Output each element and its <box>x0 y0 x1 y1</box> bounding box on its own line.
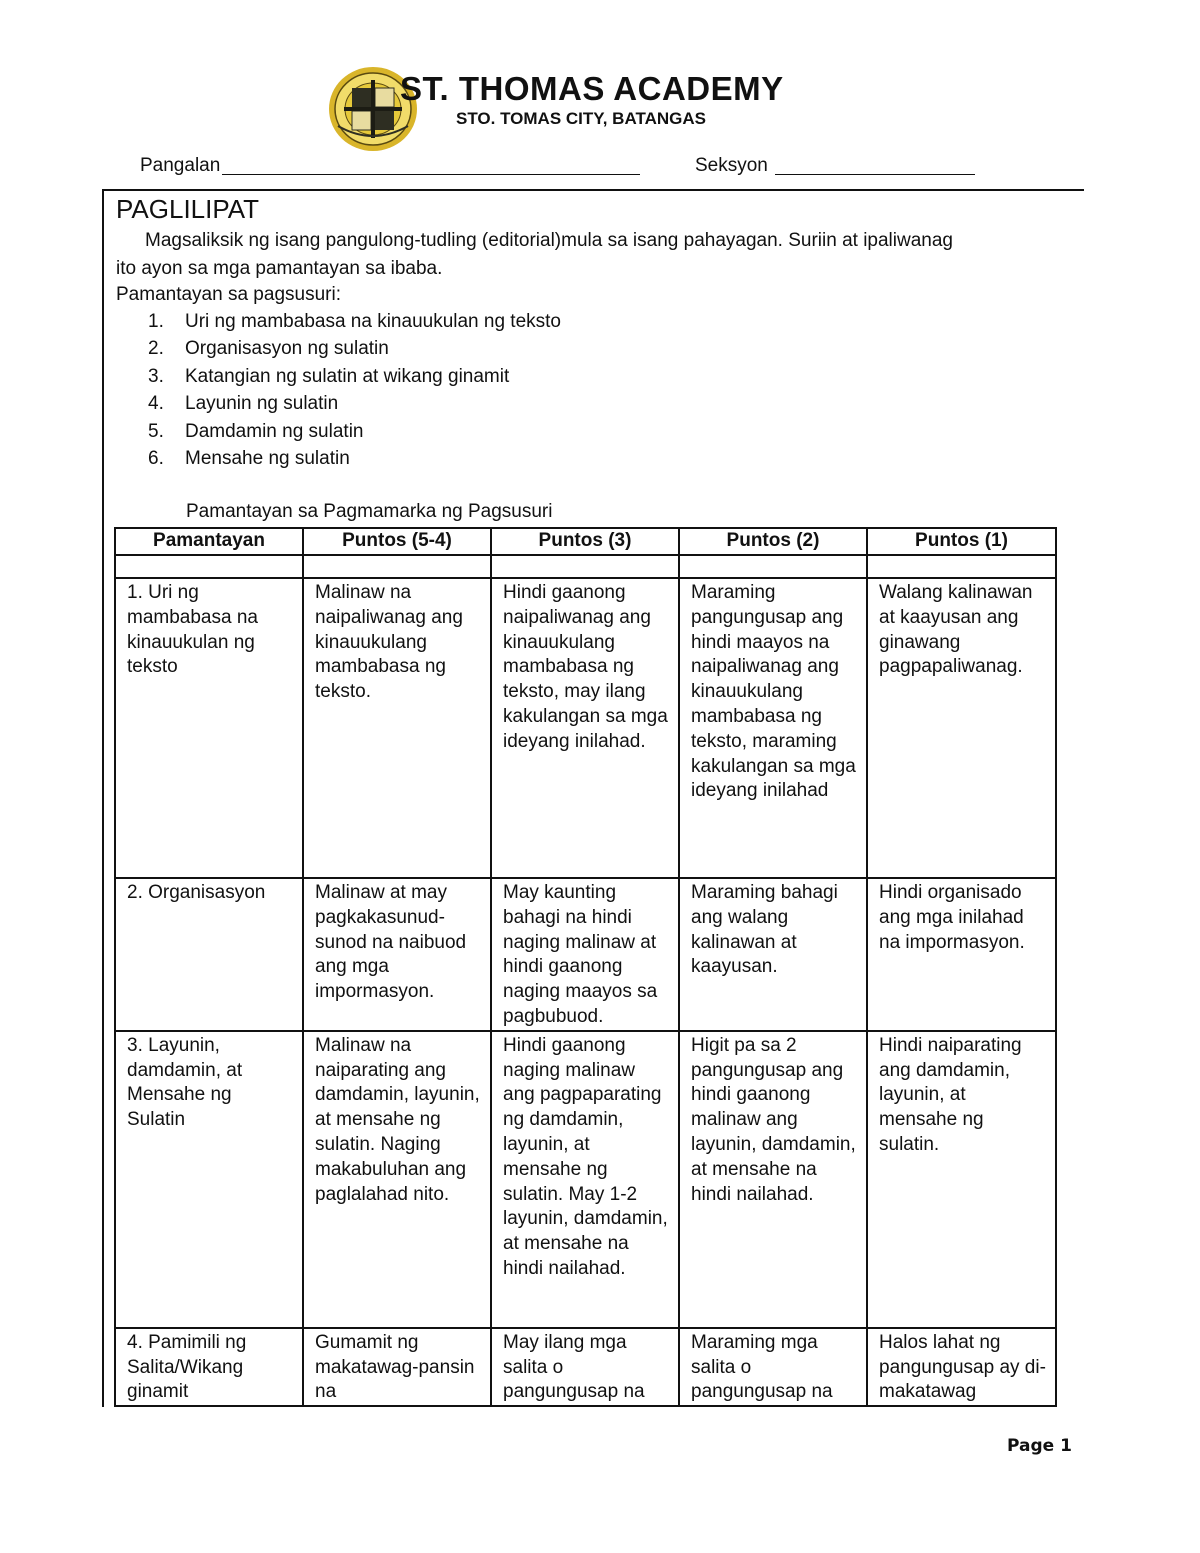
table-cell: May kaunting bahagi na hindi naging malinaw at hindi gaanong naging maayos sa pagbubuod. <box>491 878 679 1031</box>
table-cell: Malinaw at may pagkakasunud-sunod na naibuod ang mga impormasyon. <box>303 878 491 1031</box>
table-cell: Hindi gaanong naipaliwanag ang kinauukulang mambabasa ng teksto, may ilang kakulangan sa mga ideyang inilahad. <box>491 578 679 878</box>
list-item: 3. Katangian ng sulatin at wikang ginamit <box>148 365 510 387</box>
list-item: 5. Damdamin ng sulatin <box>148 420 364 442</box>
page-number: Page 1 <box>1007 1436 1072 1456</box>
table-cell: Malinaw na naiparating ang damdamin, layunin, at mensahe ng sulatin. Naging makabuluhan ang paglalahad nito. <box>303 1031 491 1328</box>
table-row <box>115 1031 1056 1328</box>
table-cell: Maraming bahagi ang walang kalinawan at kaayusan. <box>679 878 867 1031</box>
empty-cell <box>115 555 303 578</box>
table-cell: Maraming mga salita o pangungusap na <box>679 1328 867 1406</box>
criteria-list <box>148 310 561 474</box>
name-field[interactable] <box>140 154 640 177</box>
list-item: 6. Mensahe ng sulatin <box>148 447 350 469</box>
table-cell: Walang kalinawan at kaayusan ang ginawang pagpapaliwanag. <box>867 578 1056 878</box>
table-cell: Hindi gaanong naging malinaw ang pagpaparating ng damdamin, layunin, at mensahe ng sulatin. May 1-2 layunin, damdamin, at mensahe na hindi nailahad. <box>491 1031 679 1328</box>
frame-left-border <box>102 189 104 1407</box>
name-label: Pangalan <box>140 155 221 176</box>
empty-row <box>115 555 1056 578</box>
school-name: ST. THOMAS ACADEMY <box>400 70 784 107</box>
table-cell: Gumamit ng makatawag-pansin na <box>303 1328 491 1406</box>
table-cell: 3. Layunin, damdamin, at Mensahe ng Sulatin <box>115 1031 303 1328</box>
empty-cell <box>679 555 867 578</box>
column-header: Puntos (5-4) <box>303 528 491 555</box>
list-item: 1. Uri ng mambabasa na kinauukulan ng teksto <box>148 311 562 332</box>
table-cell: 4. Pamimili ng Salita/Wikang ginamit <box>115 1328 303 1406</box>
list-item: 2. Organisasyon ng sulatin <box>148 338 389 360</box>
rubric-label: Pamantayan sa Pagmamarka ng Pagsusuri <box>186 501 553 522</box>
criteria-label: Pamantayan sa pagsusuri: <box>116 284 341 305</box>
section-label: Seksyon <box>695 155 768 176</box>
empty-cell <box>491 555 679 578</box>
table-cell: 1. Uri ng mambabasa na kinauukulan ng teksto <box>115 578 303 878</box>
table-cell: Higit pa sa 2 pangungusap ang hindi gaanong malinaw ang layunin, damdamin, at mensahe na hindi nailahad. <box>679 1031 867 1328</box>
table-header-row <box>115 528 1056 555</box>
empty-cell <box>867 555 1056 578</box>
column-header: Puntos (1) <box>867 528 1056 555</box>
table-cell: Hindi naiparating ang damdamin, layunin, at mensahe ng sulatin. <box>867 1031 1056 1328</box>
rubric-table <box>114 527 1057 1407</box>
column-header: Puntos (3) <box>491 528 679 555</box>
name-blank[interactable] <box>222 154 640 175</box>
table-cell: 2. Organisasyon <box>115 878 303 1031</box>
section-blank[interactable] <box>775 154 975 175</box>
column-header: Puntos (2) <box>679 528 867 555</box>
section-field[interactable] <box>695 154 975 177</box>
activity-title: PAGLILIPAT <box>116 194 260 224</box>
list-item: 4. Layunin ng sulatin <box>148 393 339 415</box>
column-header: Pamantayan <box>115 528 303 555</box>
table-cell: May ilang mga salita o pangungusap na <box>491 1328 679 1406</box>
school-city: STO. TOMAS CITY, BATANGAS <box>456 109 706 128</box>
table-row <box>115 578 1056 878</box>
table-row <box>115 1328 1056 1406</box>
table-cell: Hindi organisado ang mga inilahad na impormasyon. <box>867 878 1056 1031</box>
instruction-line-2: ito ayon sa mga pamantayan sa ibaba. <box>116 258 443 279</box>
table-cell: Maraming pangungusap ang hindi maayos na naipaliwanag ang kinauukulang mambabasa ng teksto, maraming kakulangan sa mga ideyang inilahad <box>679 578 867 878</box>
table-row <box>115 878 1056 1031</box>
empty-cell <box>303 555 491 578</box>
frame-top-border <box>102 189 1084 191</box>
instruction-line-1: Magsaliksik ng isang pangulong-tudling (editorial)mula sa isang pahayagan. Suriin at ipaliwanag <box>145 230 953 251</box>
table-cell: Malinaw na naipaliwanag ang kinauukulang mambabasa ng teksto. <box>303 578 491 878</box>
table-cell: Halos lahat ng pangungusap ay di-makatawag <box>867 1328 1056 1406</box>
